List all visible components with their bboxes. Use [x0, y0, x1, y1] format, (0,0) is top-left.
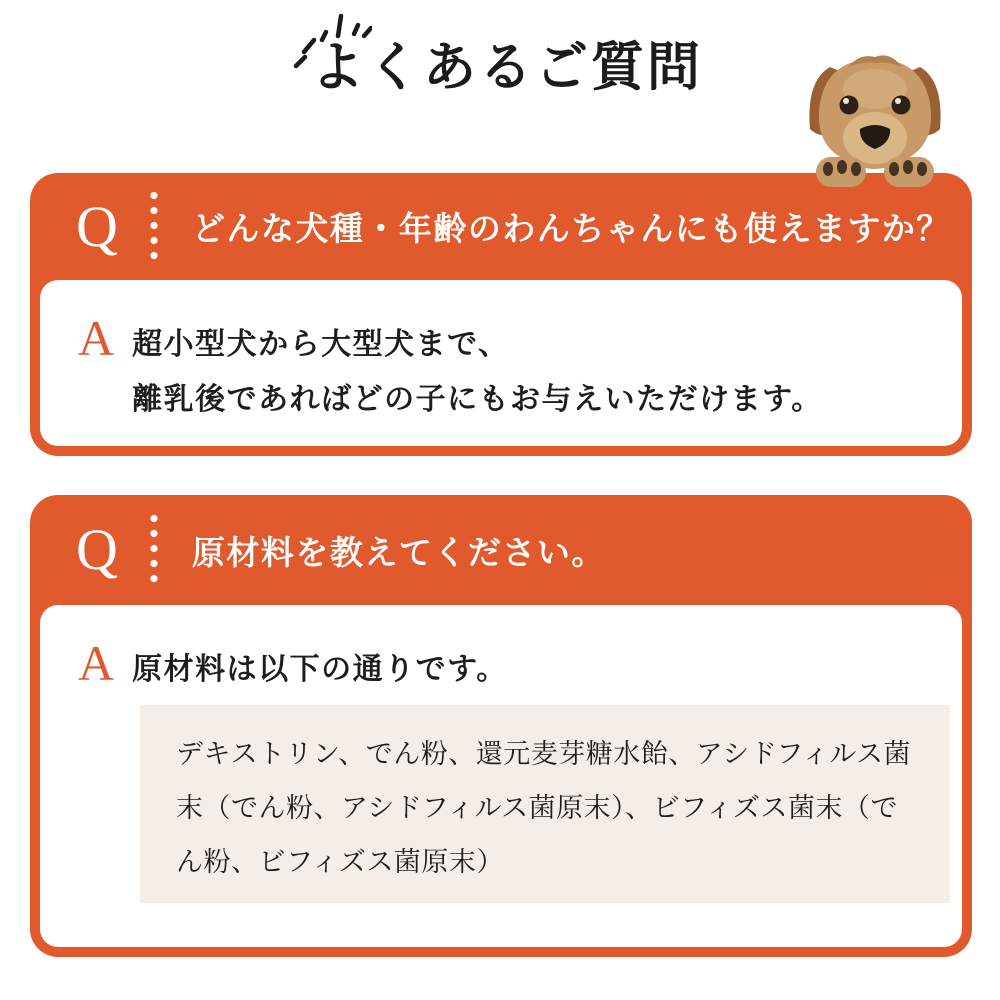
question-header-2: [30, 495, 972, 605]
answer-line-1: 超小型犬から大型犬まで、: [132, 328, 510, 361]
dog-photo: [790, 38, 960, 194]
faq-card-2: [30, 495, 972, 957]
dotted-divider-icon: [150, 188, 158, 266]
ingredients-text: デキストリン、でん粉、還元麦芽糖水飴、アシドフィルス菌末（でん粉、アシドフィルス菌原末）、ビフィズス菌末（でん粉、ビフィズス菌原末）: [176, 739, 911, 877]
faq-card-1: [30, 173, 972, 456]
dotted-divider-icon: [150, 511, 158, 589]
ingredients-panel: [140, 705, 950, 903]
question-text-2: 原材料を教えてください。: [191, 533, 606, 571]
answer-panel-1: [40, 280, 962, 446]
a-letter: A: [78, 310, 115, 366]
question-text-1: どんな犬種・年齢のわんちゃんにも使えますか？: [191, 210, 951, 247]
answer-line-2: 離乳後であればどの子にもお与えいただけます。: [132, 383, 823, 416]
a-letter: A: [78, 635, 115, 691]
answer-text-2: 原材料は以下の通りです。: [132, 653, 508, 686]
answer-text-1: [132, 312, 823, 427]
answer-panel-2: [40, 605, 962, 947]
emphasis-marks-icon: [288, 8, 372, 70]
q-letter: Q: [76, 517, 118, 582]
q-letter: Q: [76, 193, 118, 259]
page-title: よくあるご質問: [311, 38, 703, 97]
